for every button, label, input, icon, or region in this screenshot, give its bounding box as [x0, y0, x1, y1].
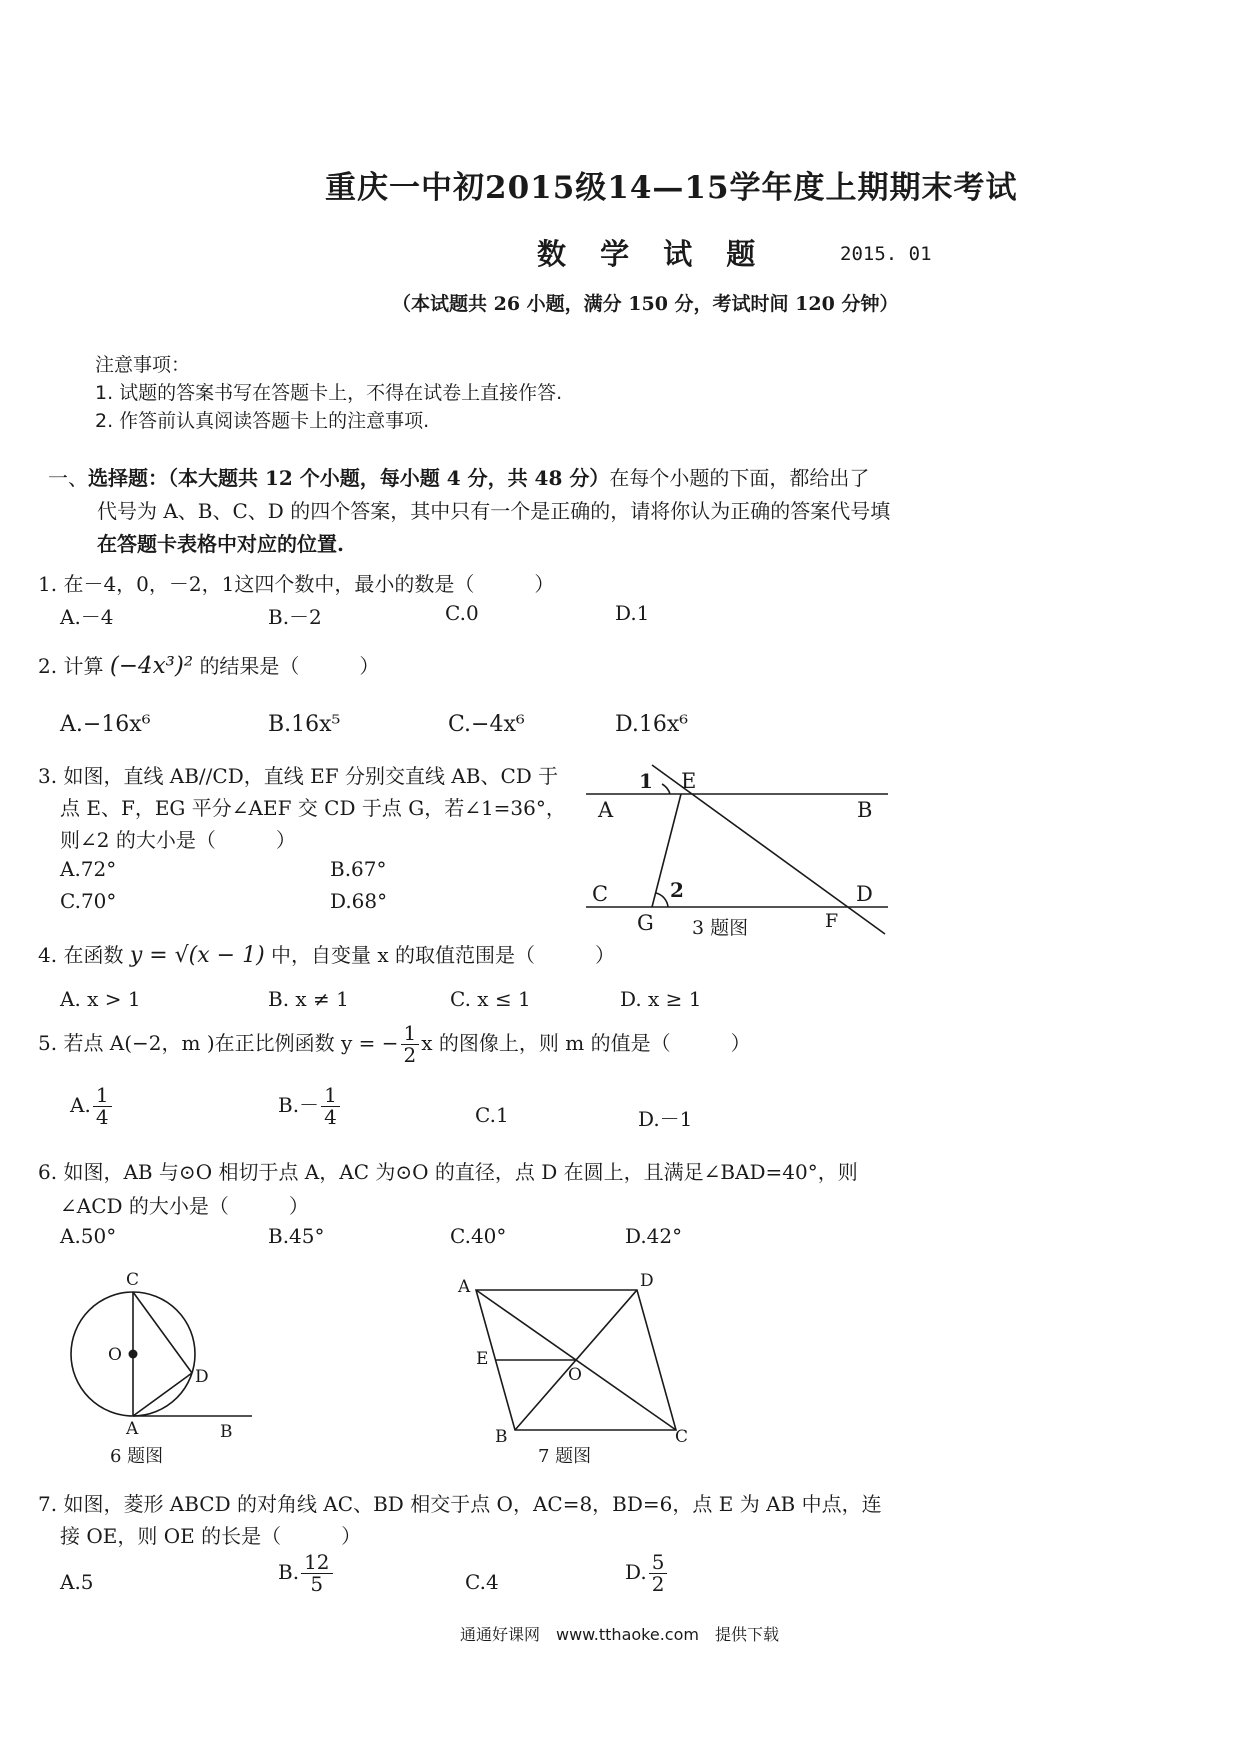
q7-label-o: O: [568, 1365, 582, 1385]
q6-label-b: B: [220, 1422, 233, 1442]
q6-line-1: 6. 如图，AB 与⊙O 相切于点 A，AC 为⊙O 的直径，点 D 在圆上，且满足∠BAD=40°，则: [38, 1160, 858, 1184]
section-title: 选择题：（本大题共 12 个小题，每小题 4 分，共 48 分）: [88, 466, 610, 490]
q1-option-a: A.－4: [60, 605, 114, 629]
q7-option-b-denominator: 5: [310, 1572, 324, 1596]
q2-expression: (−4x³)²: [109, 653, 194, 679]
q6-option-d: D.42°: [625, 1224, 683, 1248]
q5-option-a-denominator: 4: [95, 1105, 109, 1129]
q4-option-d: D. x ≥ 1: [620, 987, 702, 1011]
q3-label-c: C: [592, 882, 609, 906]
notice-item-2: 2. 作答前认真阅读答题卡上的注意事项.: [95, 410, 430, 432]
q5-option-d: D.－1: [638, 1107, 693, 1131]
q3-label-2: 2: [670, 878, 684, 902]
q7-option-b-numerator: 12: [301, 1552, 332, 1574]
q4-stem-pre: 4. 在函数: [38, 943, 124, 967]
section-heading: [48, 462, 869, 491]
q2-option-d: D.16x⁶: [615, 712, 689, 737]
q6-option-c: C.40°: [450, 1224, 507, 1248]
q6-label-a: A: [126, 1419, 139, 1439]
q1-stem: 1. 在－4，0，－2，1这四个数中，最小的数是（ ）: [38, 572, 555, 596]
q6-label-o: O: [108, 1345, 122, 1365]
chord-ad: [133, 1373, 192, 1416]
q7-option-d-denominator: 2: [651, 1572, 665, 1596]
q7-option-b-label: B.: [278, 1560, 300, 1584]
q1-option-b: B.－2: [268, 605, 322, 629]
q7-option-b: [278, 1552, 335, 1595]
q7-figure: [450, 1262, 700, 1472]
q5-option-a: [70, 1085, 114, 1128]
q6-figure: [60, 1260, 260, 1475]
q3-caption: 3 题图: [692, 917, 749, 939]
exam-date: 2015. 01: [840, 243, 932, 265]
section-instruction: 在每个小题的下面，都给出了: [609, 466, 870, 490]
q5-stem: [38, 1023, 751, 1066]
q5-option-a-label: A.: [70, 1093, 91, 1117]
q7-label-e: E: [476, 1349, 489, 1369]
q6-line-2: ∠ACD 的大小是（ ）: [60, 1194, 309, 1218]
q3-figure: [580, 760, 900, 950]
q6-caption: 6 题图: [110, 1446, 164, 1467]
q4-option-a: A. x > 1: [60, 987, 141, 1011]
q2-option-a: A.−16x⁶: [60, 712, 151, 737]
q5-option-b-numerator: 1: [321, 1085, 340, 1107]
q5-stem-post: x 的图像上，则 m 的值是（ ）: [421, 1031, 751, 1055]
q7-option-d: [625, 1552, 669, 1595]
q4-option-b: B. x ≠ 1: [268, 987, 349, 1011]
angle-2-arc: [656, 893, 668, 907]
angle-1-arc: [662, 784, 670, 794]
q5-option-b: [278, 1085, 342, 1128]
q5-option-b-denominator: 4: [324, 1105, 337, 1129]
q3-option-a: A.72°: [60, 857, 117, 881]
q7-option-d-numerator: 5: [649, 1552, 668, 1574]
q7-label-a: A: [458, 1277, 471, 1297]
q7-option-b-fraction: [301, 1552, 332, 1595]
q5-fraction-denominator: 2: [403, 1043, 417, 1067]
q3-label-e: E: [681, 769, 697, 793]
q3-option-b: B.67°: [330, 857, 387, 881]
notice-item-1: 1. 试题的答案书写在答题卡上，不得在试卷上直接作答.: [95, 382, 563, 404]
q3-line-1: 3. 如图，直线 AB//CD，直线 EF 分别交直线 AB、CD 于: [38, 764, 559, 788]
q5-option-c: C.1: [475, 1103, 509, 1127]
q3-label-1: 1: [639, 769, 653, 793]
q3-label-d: D: [856, 882, 873, 906]
q7-line-1: 7. 如图，菱形 ABCD 的对角线 AC、BD 相交于点 O，AC=8，BD=6，点 E 为 AB 中点，连: [38, 1492, 882, 1516]
q5-option-a-numerator: 1: [93, 1085, 112, 1107]
exam-title: 重庆一中初2015级14—15学年度上期期末考试: [325, 170, 1018, 206]
q4-stem: [38, 939, 615, 968]
q7-option-c: C.4: [465, 1570, 499, 1594]
chord-cd: [133, 1292, 192, 1373]
q5-stem-pre: 5. 若点 A(−2，m )在正比例函数 y = −: [38, 1031, 399, 1055]
center-point: [129, 1350, 138, 1359]
q3-option-c: C.70°: [60, 889, 117, 913]
notice-heading: 注意事项：: [95, 354, 191, 376]
q5-option-b-label: B.－: [278, 1093, 320, 1117]
q7-caption: 7 题图: [538, 1446, 592, 1467]
q3-label-a: A: [598, 798, 614, 822]
q5-option-a-fraction: [93, 1085, 112, 1128]
q7-option-a: A.5: [60, 1570, 94, 1594]
q3-line-3: 则∠2 的大小是（ ）: [60, 828, 296, 852]
section-instruction-line2: 代号为 A、B、C、D 的四个答案，其中只有一个是正确的，请将你认为正确的答案代号填: [97, 499, 891, 523]
q7-label-b: B: [495, 1427, 508, 1447]
q7-label-d: D: [640, 1271, 654, 1291]
q6-label-c: C: [126, 1270, 140, 1290]
q7-option-d-label: D.: [625, 1560, 647, 1584]
exam-subtitle: 数 学 试 题: [537, 237, 768, 271]
q5-fraction-numerator: 1: [401, 1023, 420, 1045]
q7-label-c: C: [675, 1427, 689, 1447]
q2-stem-pre: 2. 计算: [38, 654, 104, 678]
q3-label-b: B: [857, 798, 873, 822]
section-number: 一、: [48, 466, 88, 490]
q7-line-2: 接 OE，则 OE 的长是（ ）: [60, 1524, 362, 1548]
q6-option-b: B.45°: [268, 1224, 325, 1248]
q2-stem-post: 的结果是（ ）: [199, 654, 380, 678]
q1-option-d: D.1: [615, 601, 650, 625]
q5-fraction: [401, 1023, 420, 1066]
section-instruction-line3: 在答题卡表格中对应的位置.: [97, 532, 344, 556]
q3-option-d: D.68°: [330, 889, 388, 913]
q4-expression: y = √(x − 1): [129, 943, 265, 968]
exam-meta: （本试题共 26 小题，满分 150 分，考试时间 120 分钟）: [392, 293, 899, 315]
q4-option-c: C. x ≤ 1: [450, 987, 531, 1011]
q2-option-b: B.16x⁵: [268, 712, 341, 737]
q2-stem: [38, 650, 379, 679]
q7-option-d-fraction: [649, 1552, 668, 1595]
q4-stem-post: 中，自变量 x 的取值范围是（ ）: [271, 943, 616, 967]
q3-line-2: 点 E、F，EG 平分∠AEF 交 CD 于点 G，若∠1=36°，: [60, 796, 566, 820]
q5-option-b-fraction: [321, 1085, 340, 1128]
q3-label-f: F: [825, 910, 839, 932]
q1-option-c: C.0: [445, 601, 479, 625]
q3-label-g: G: [637, 911, 654, 935]
page-footer: 通通好课网 www.tthaoke.com 提供下载: [460, 1625, 779, 1644]
q6-option-a: A.50°: [60, 1224, 117, 1248]
q2-option-c: C.−4x⁶: [448, 712, 525, 737]
q6-label-d: D: [195, 1367, 209, 1387]
